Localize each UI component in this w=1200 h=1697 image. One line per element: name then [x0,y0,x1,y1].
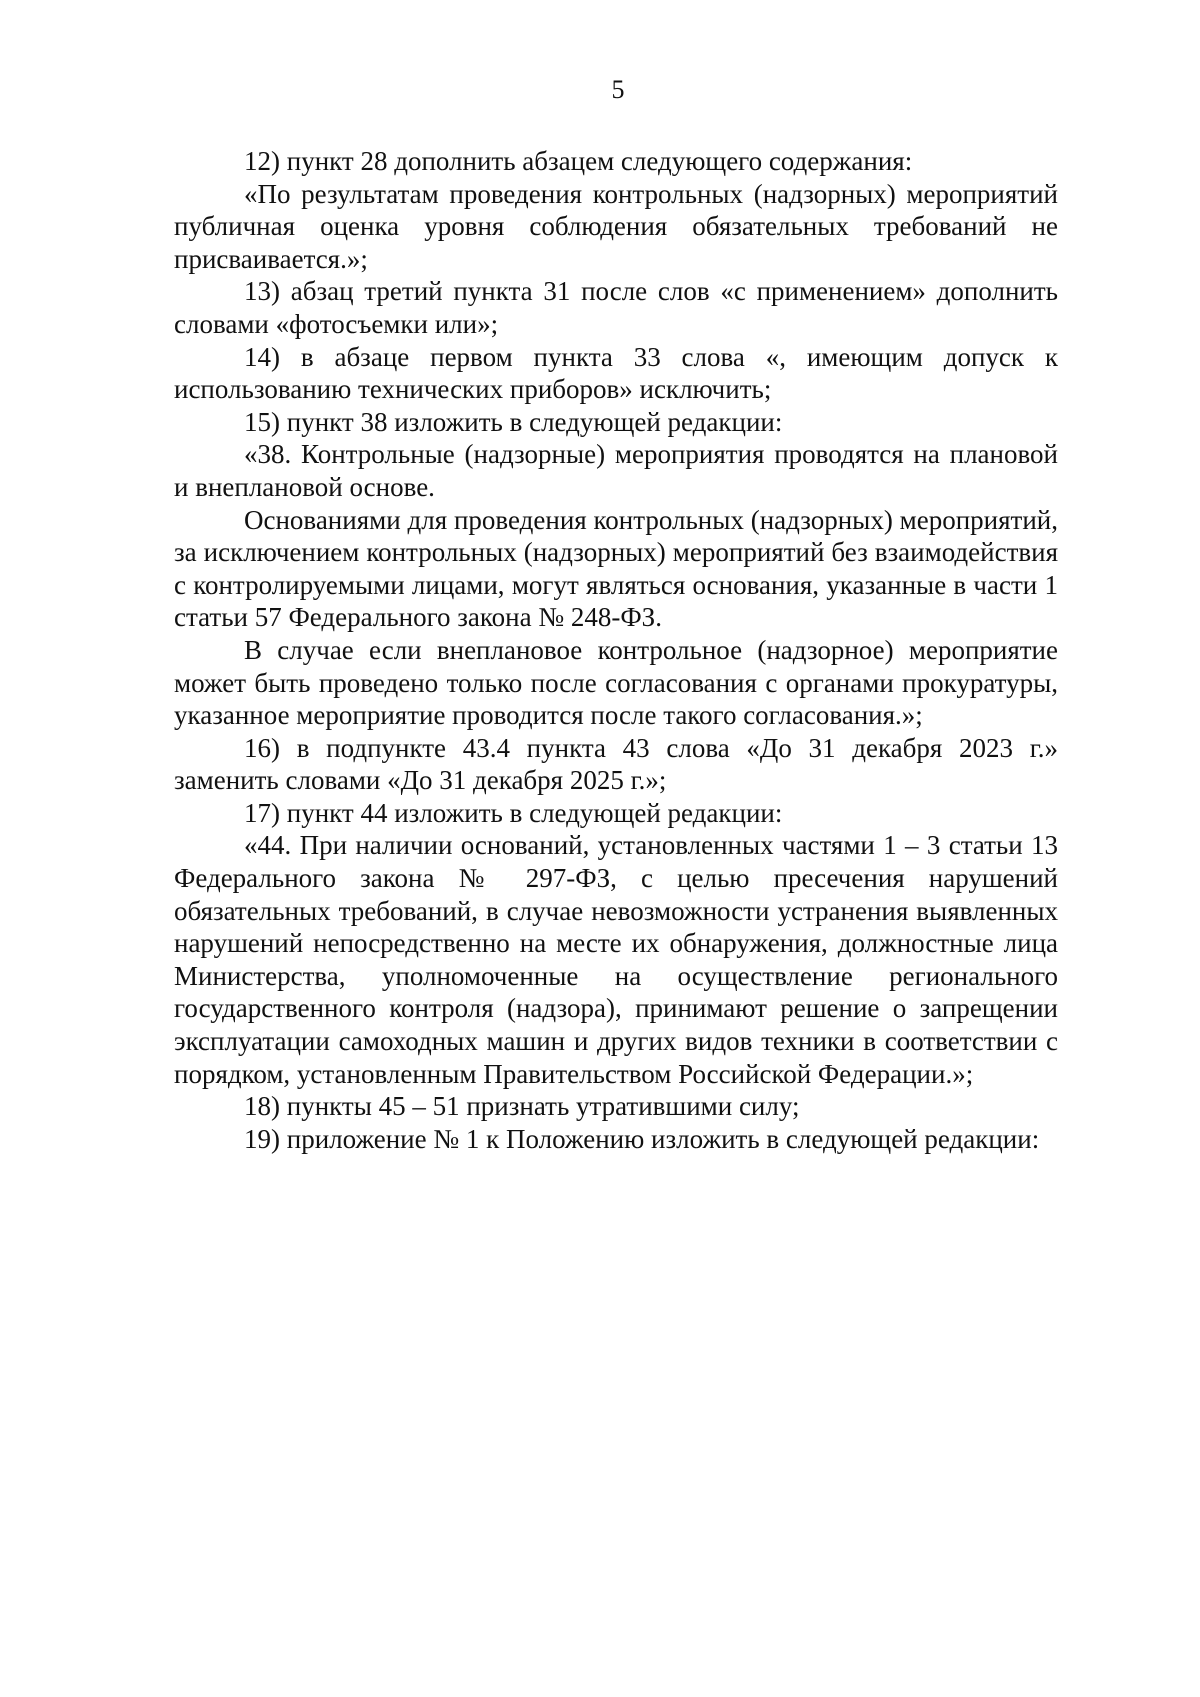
paragraph-item-17: 17) пункт 44 изложить в следующей редакции: [244,797,783,828]
paragraph-item-14: 14) в абзаце первом пункта 33 слова «, имеющим допуск к использованию технических приборов» исключить; [174,341,1058,405]
page-number: 5 [611,75,625,104]
paragraph-item-13: 13) абзац третий пункта 31 после слов «с применением» дополнить словами «фотосъемки или»; [174,276,1058,339]
paragraph-item-15: 15) пункт 38 изложить в следующей редакции: [244,406,783,437]
quoted-paragraph-38: «38. Контрольные (надзорные) мероприятия проводятся на плановой и внеплановой основе. [174,439,1058,502]
quoted-paragraph-28: «По результатам проведения контрольных (надзорных) мероприятий публичная оценка уровня соблюдения обязательных требований не присваивается.»; [174,178,1058,274]
quoted-paragraph-38-approval: В случае если внеплановое контрольное (надзорное) мероприятие может быть проведено только после согласования с органами прокуратуры, указанное мероприятие проводится после такого согласования.»; [174,634,1058,731]
paragraph-item-16: 16) в подпункте 43.4 пункта 43 слова «До 31 декабря 2023 г.» заменить словами «До 31 декабря 2025 г.»; [174,732,1058,796]
paragraph-item-19: 19) приложение № 1 к Положению изложить в следующей редакции: [244,1123,1040,1154]
quoted-paragraph-38-grounds: Основаниями для проведения контрольных (надзорных) мероприятий, за исключением контрольных (надзорных) мероприятий без взаимодействия с контролируемыми лицами, могут являться основания, указанные в части 1 статьи 57 Федерального закона № 248-ФЗ. [174,504,1058,633]
paragraph-item-12: 12) пункт 28 дополнить абзацем следующего содержания: [244,146,913,176]
quoted-paragraph-44: «44. При наличии оснований, установленных частями 1 – 3 статьи 13 Федерального закона № 297-ФЗ, с целью пресечения нарушений обязательных требований, в случае невозможности устранения выявленных нарушений непосредственно на месте их обнаружения, должностные лица Министерства, уполномоченные на осуществление регионального государственного контроля (надзора), принимают решение о запрещении эксплуатации самоходных машин и других видов техники в соответствии с порядком, установленным Правительством Российской Федерации.»; [174,830,1058,1089]
document-body [174,145,1058,1155]
paragraph-item-18: 18) пункты 45 – 51 признать утратившими силу; [244,1091,800,1122]
